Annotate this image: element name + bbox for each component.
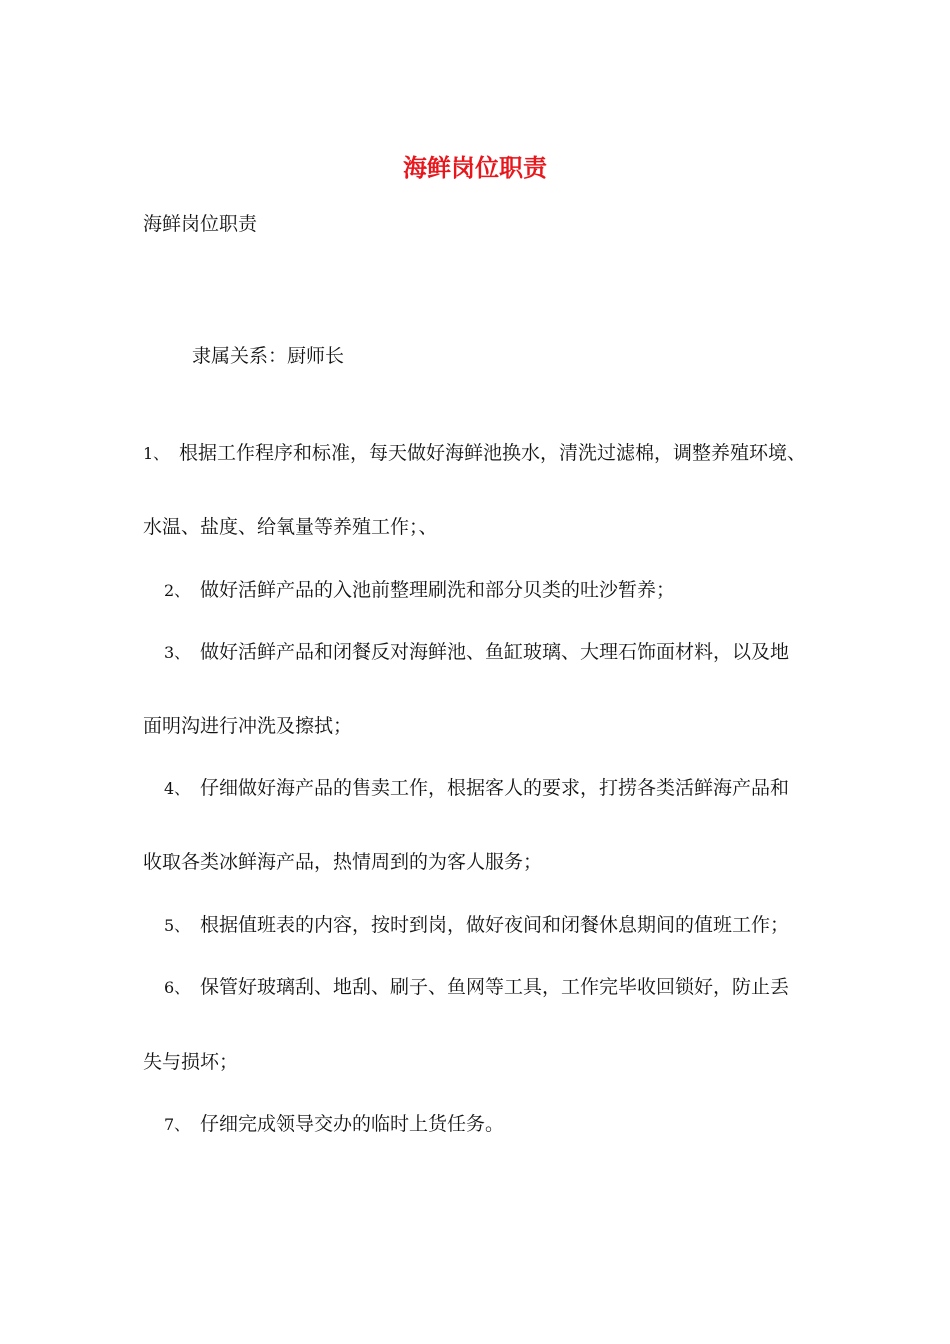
item-text: 仔细完成领导交办的临时上货任务。: [200, 1113, 505, 1135]
item-number: 7、: [164, 1115, 191, 1134]
item-continuation: 面明沟进行冲洗及擦拭；: [143, 715, 353, 737]
item-continuation: 收取各类冰鲜海产品，热情周到的为客人服务；: [143, 851, 543, 873]
item-text: 保管好玻璃刮、地刮、刷子、鱼网等工具，工作完毕收回锁好，防止丢: [200, 976, 790, 998]
list-item: [164, 774, 789, 803]
item-text: 做好活鲜产品的入池前整理刷洗和部分贝类的吐沙暂养；: [200, 579, 676, 601]
item-number: 2、: [164, 581, 191, 600]
list-item: [143, 439, 806, 468]
item-number: 4、: [164, 779, 191, 798]
item-text: 做好活鲜产品和闭餐反对海鲜池、鱼缸玻璃、大理石饰面材料，以及地: [200, 641, 790, 663]
document-title: 海鲜岗位职责: [403, 153, 547, 182]
item-continuation: 失与损坏；: [143, 1051, 239, 1073]
item-number: 3、: [164, 643, 191, 662]
list-item: [164, 973, 789, 1002]
item-text: 根据工作程序和标准，每天做好海鲜池换水，清洗过滤棉，调整养殖环境、: [179, 442, 807, 464]
list-item: [164, 1110, 504, 1139]
item-text: 根据值班表的内容，按时到岗，做好夜间和闭餐休息期间的值班工作；: [200, 914, 790, 936]
list-item: [164, 576, 675, 605]
list-item: [164, 911, 789, 940]
item-text: 仔细做好海产品的售卖工作，根据客人的要求，打捞各类活鲜海产品和: [200, 777, 790, 799]
list-item: [164, 638, 789, 667]
item-continuation: 水温、盐度、给氧量等养殖工作；、: [143, 516, 438, 538]
item-number: 5、: [164, 916, 191, 935]
item-number: 6、: [164, 978, 191, 997]
reporting-line: 隶属关系：厨师长: [192, 345, 345, 367]
item-number: 1、: [143, 444, 170, 463]
subtitle: 海鲜岗位职责: [143, 213, 258, 235]
